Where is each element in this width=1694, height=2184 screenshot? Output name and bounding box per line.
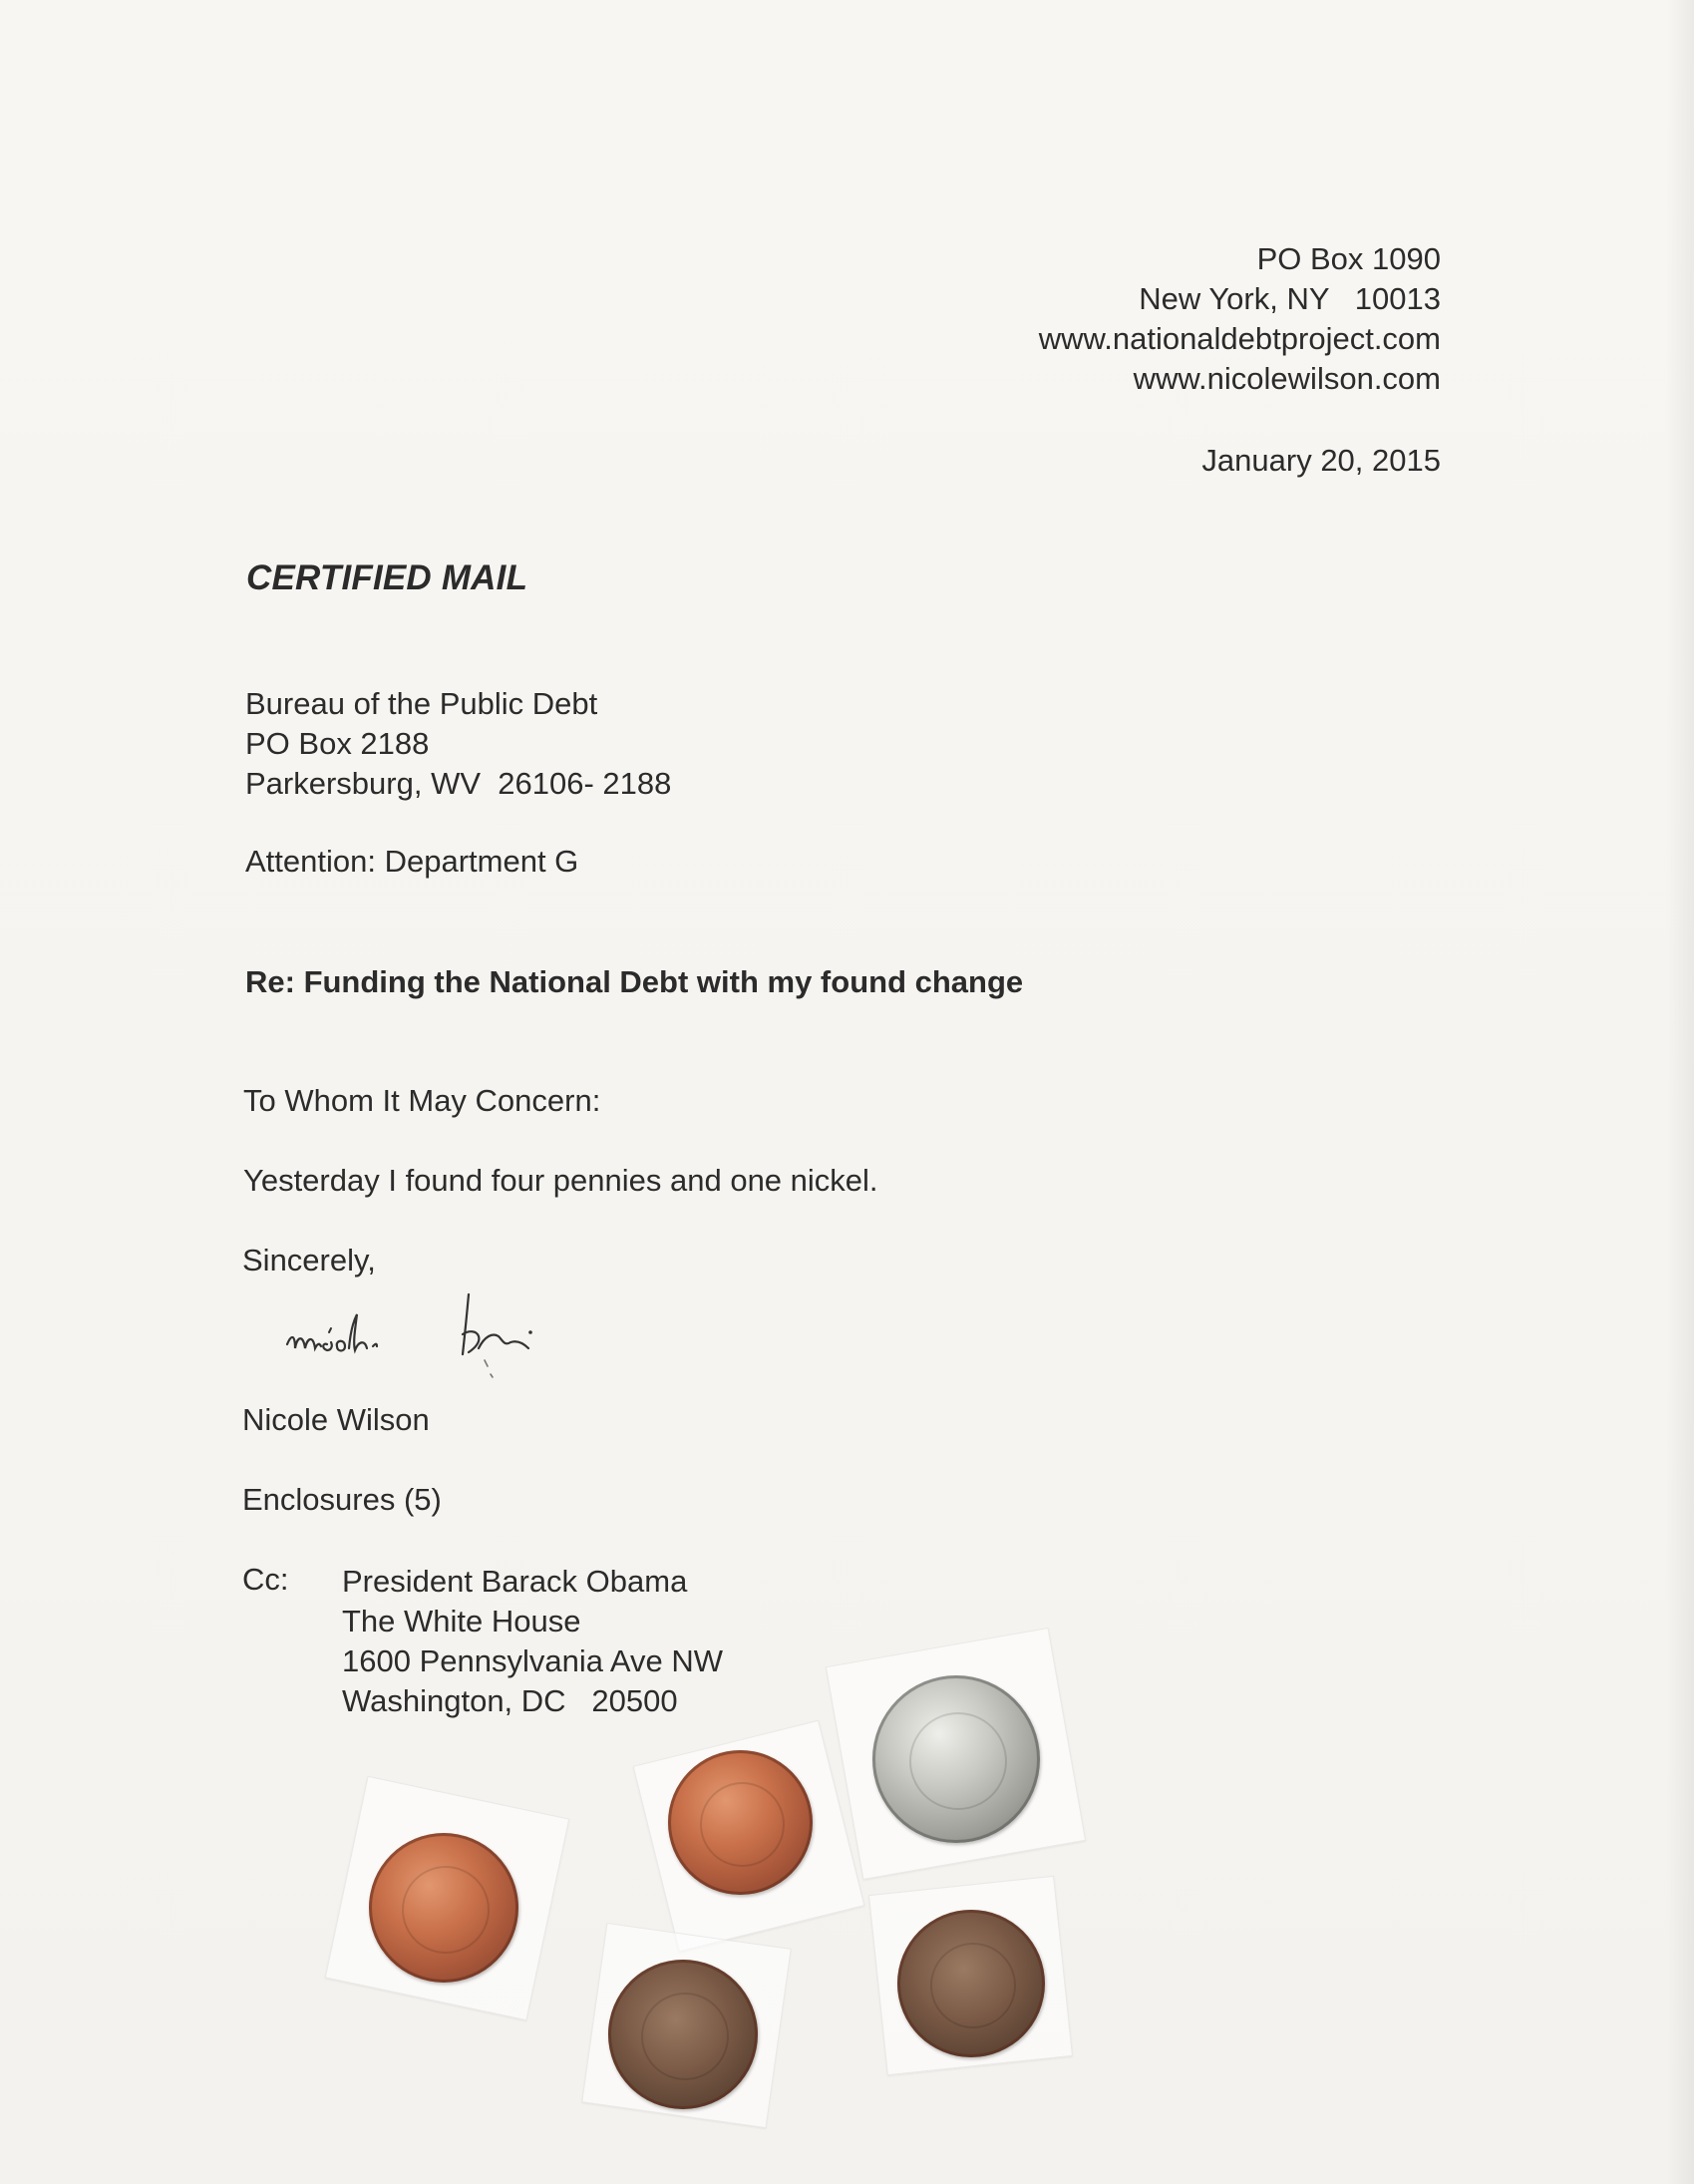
salutation: To Whom It May Concern: — [243, 1083, 601, 1118]
penny-coin-3 — [608, 1960, 758, 2109]
recipient-name: Bureau of the Public Debt — [245, 686, 598, 721]
letter-body: Yesterday I found four pennies and one nickel. — [243, 1163, 878, 1198]
website-national-debt-project: www.nationaldebtproject.com — [1038, 321, 1441, 356]
return-address — [843, 239, 1441, 399]
penny-coin-4 — [897, 1910, 1045, 2057]
cc-name: President Barack Obama — [342, 1564, 688, 1599]
return-po-box: PO Box 1090 — [1256, 241, 1441, 276]
cc-address — [342, 1562, 723, 1721]
signer-name: Nicole Wilson — [242, 1402, 430, 1437]
attention-line: Attention: Department G — [245, 844, 579, 879]
coin-portrait-detail — [909, 1712, 1007, 1810]
nickel-coin — [872, 1675, 1040, 1843]
cc-city: Washington, DC 20500 — [342, 1683, 678, 1718]
coin-portrait-detail — [930, 1943, 1017, 2029]
certified-mail-heading: CERTIFIED MAIL — [246, 558, 528, 597]
coin-memorial-detail — [402, 1866, 490, 1954]
subject-line: Re: Funding the National Debt with my found change — [245, 964, 1024, 999]
cc-label: Cc: — [242, 1562, 289, 1597]
website-nicole-wilson: www.nicolewilson.com — [1133, 361, 1441, 396]
page-edge-shadow — [1666, 0, 1694, 2184]
return-city: New York, NY 10013 — [1139, 281, 1441, 316]
letter-date: January 20, 2015 — [1201, 443, 1441, 478]
penny-coin-2 — [668, 1750, 813, 1895]
closing: Sincerely, — [242, 1243, 376, 1277]
enclosures-line: Enclosures (5) — [242, 1482, 442, 1517]
coin-portrait-detail — [641, 1993, 729, 2080]
coin-memorial-detail — [700, 1782, 785, 1867]
handwritten-signature — [279, 1286, 618, 1396]
cc-street: 1600 Pennsylvania Ave NW — [342, 1643, 723, 1678]
recipient-city: Parkersburg, WV 26106- 2188 — [245, 766, 672, 801]
recipient-po-box: PO Box 2188 — [245, 726, 430, 761]
recipient-address — [245, 684, 671, 804]
cc-building: The White House — [342, 1604, 581, 1638]
penny-coin-1 — [369, 1833, 518, 1983]
